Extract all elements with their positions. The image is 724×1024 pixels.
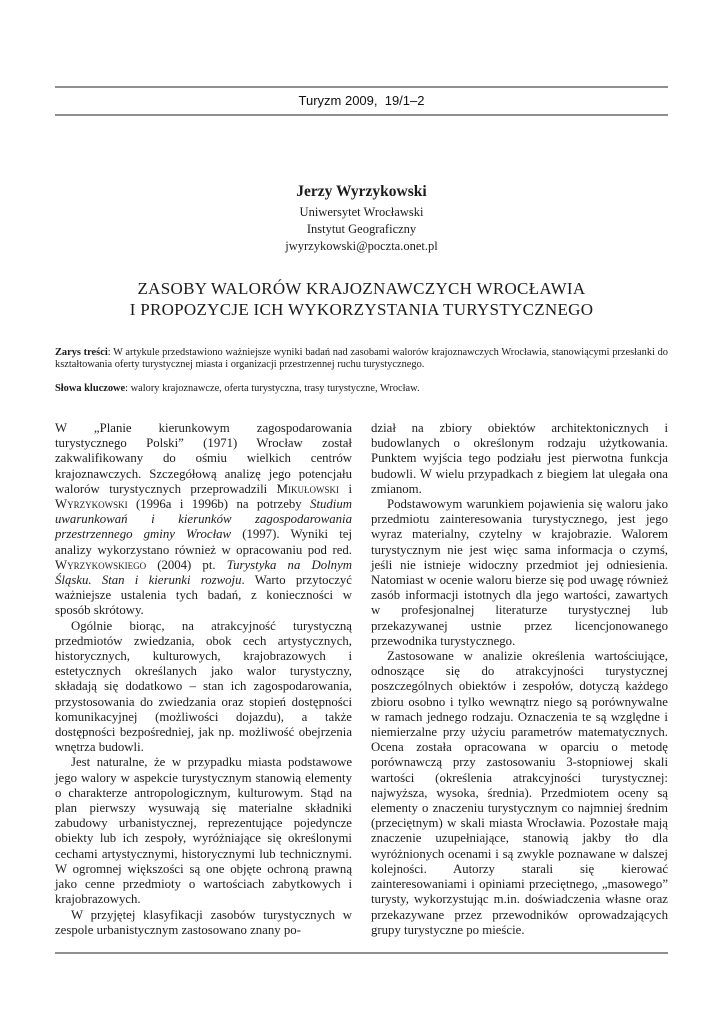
abstract-label: Zarys treści xyxy=(55,347,108,358)
paragraph xyxy=(55,908,352,938)
text-run: dział na zbiory obiektów architektonicznych i budowlanych o określonym rodzaju użytkowania. Punktem wyjścia tego podziału jest pierwotna funkcja budowli. W wielu przypadkach z biegiem lat ulegała ona zmianom. xyxy=(371,421,668,496)
author-affiliation-institute: Instytut Geograficzny xyxy=(306,222,417,236)
journal-header: Turyzm 2009, 19/1–2 xyxy=(298,93,425,108)
header-rule-bottom xyxy=(55,114,668,116)
article-title-line2: I PROPOZYCJE ICH WYKORZYSTANIA TURYSTYCZNEGO xyxy=(129,299,594,319)
paragraph xyxy=(55,619,352,756)
paragraph xyxy=(55,421,352,619)
abstract xyxy=(55,347,668,371)
text-run: Studium uwarunkowań i kierunków zagospodarowania przestrzennego gminy Wrocław xyxy=(55,497,352,542)
paragraph xyxy=(55,755,352,907)
article-title xyxy=(55,279,668,320)
text-run: W „Planie kierunkowym zagospodarowania turystycznego Polski” (1971) Wrocław został zakwalifikowany do ośmiu wielkich centrów krajoznawczych. Szczegółową analizę jego potencjału walorów turystycznych przeprowadzili xyxy=(55,421,352,496)
text-run: (2004) pt. xyxy=(146,557,227,572)
body-column-right xyxy=(371,421,668,938)
text-run: Wyrzykowski xyxy=(55,497,128,512)
footer-rule xyxy=(55,952,668,954)
keywords-text: : walory krajoznawcze, oferta turystyczna, trasy turystyczne, Wrocław. xyxy=(125,383,420,394)
body-column-left xyxy=(55,421,352,938)
text-run: (1997). Wyniki tej analizy wykorzystano również w opracowaniu pod red. xyxy=(55,527,352,557)
article-title-line1: ZASOBY WALORÓW KRAJOZNAWCZYCH WROCŁAWIA xyxy=(137,279,586,298)
text-run: Ogólnie biorąc, na atrakcyjność turystyczną przedmiotów zwiedzania, obok cech artystycznych, historycznych, kulturowych, krajobrazowych i estetycznych określanych jako walor turystyczny, składają się dodatkowo – stan ich zagospodarowania, przystosowania do zwiedzania oraz stopień dostępności komunikacyjnej (możliwości dojazdu), a także dostępności bezpośredniej, jak np. możliwość obejrzenia wnętrza budowli. xyxy=(55,618,352,755)
paragraph xyxy=(371,649,668,938)
text-run: Jest naturalne, że w przypadku miasta podstawowe jego walory w aspekcie turystycznym stanowią elementy o charakterze antropologicznym, kulturowym. Stąd na plan pierwszy wysuwają się materialne składniki zabudowy urbanistycznej, reprezentujące pojedyncze obiekty lub ich zespoły, wyróżniające się określonymi cechami artystycznymi, historycznymi lub technicznymi. W ogromnej większości są one objęte ochroną prawną jako cenne przedmioty o wartościach zabytkowych i krajobrazowych. xyxy=(55,755,352,907)
text-run: . Warto przytoczyć ważniejsze ustalenia tych badań, z konieczności w sposób skrótowy. xyxy=(55,573,352,618)
abstract-text: : W artykule przedstawiono ważniejsze wyniki badań nad zasobami walorów krajoznawczych Wrocławia, stanowiącymi przesłanki do kształtowania oferty turystycznej miasta i organizacji przestrzennej ruchu turystycznego. xyxy=(55,347,668,370)
keywords xyxy=(55,383,668,395)
text-run: (1996a i 1996b) na potrzeby xyxy=(127,497,311,512)
author-block xyxy=(55,182,668,255)
author-name: Jerzy Wyrzykowski xyxy=(296,183,427,200)
text-run: i xyxy=(339,481,352,496)
text-run: Podstawowym warunkiem pojawienia się waloru jako przedmiotu zainteresowania turystycznego, jest jego wyraz materialny, czytelny w krajobrazie. Walorem turystycznym nie jest więc sama informacja o czymś, jeśli nie istnieje widoczny przedmiot jej odniesienia. Natomiast w ocenie waloru bierze się pod uwagę również zasób informacji istotnych dla jego wartości, zawartych w profesjonalnej literaturze turystycznej lub przekazywanej ustnie przez licencjonowanego przewodnika turystycznego. xyxy=(371,497,668,648)
text-run: Zastosowane w analizie określenia wartościujące, odnoszące się do atrakcyjności turystycznej poszczególnych obiektów i zespołów, dotyczą każdego zbioru osobno i tylko wewnątrz niego są porównywalne w ramach jednego rodzaju. Oznaczenia te są względne i niemierzalne przy użyciu parametrów matematycznych. Ocena została opracowana w oparciu o metodę porównawczą przy zastosowaniu 3-stopniowej skali wartości (określenia atrakcyjności turystycznej: najwyższa, wysoka, średnia). Przedmiotem oceny są elementy o znaczeniu turystycznym co najmniej średnim (przeciętnym) w skali miasta Wrocławia. Pozostałe mają znaczenie uzupełniające, stanowią jakby tło dla wyróżnionych ocenami i są zwykle poznawane w dalszej kolejności. Autorzy starali się kierować zainteresowaniami i opiniami przeciętnego, „masowego” turysty, wykorzystując m.in. doświadczenia własne oraz przekazywane przez przewodników oprowadzających grupy turystyczne po mieście. xyxy=(371,649,668,937)
text-run: W przyjętej klasyfikacji zasobów turystycznych w zespole urbanistycznym zastosowano znany po- xyxy=(55,907,352,937)
body-columns xyxy=(55,421,668,938)
text-run: Mikułowski xyxy=(276,481,339,496)
text-run: Wyrzykowskiego xyxy=(55,557,147,572)
paragraph xyxy=(371,497,668,649)
author-affiliation-university: Uniwersytet Wrocławski xyxy=(299,205,424,219)
text-run: Turystyka na Dolnym Śląsku. Stan i kierunki rozwoju xyxy=(55,557,352,588)
paragraph xyxy=(371,421,668,497)
keywords-label: Słowa kluczowe xyxy=(55,383,126,394)
author-email: jwyrzykowski@poczta.onet.pl xyxy=(285,239,438,253)
